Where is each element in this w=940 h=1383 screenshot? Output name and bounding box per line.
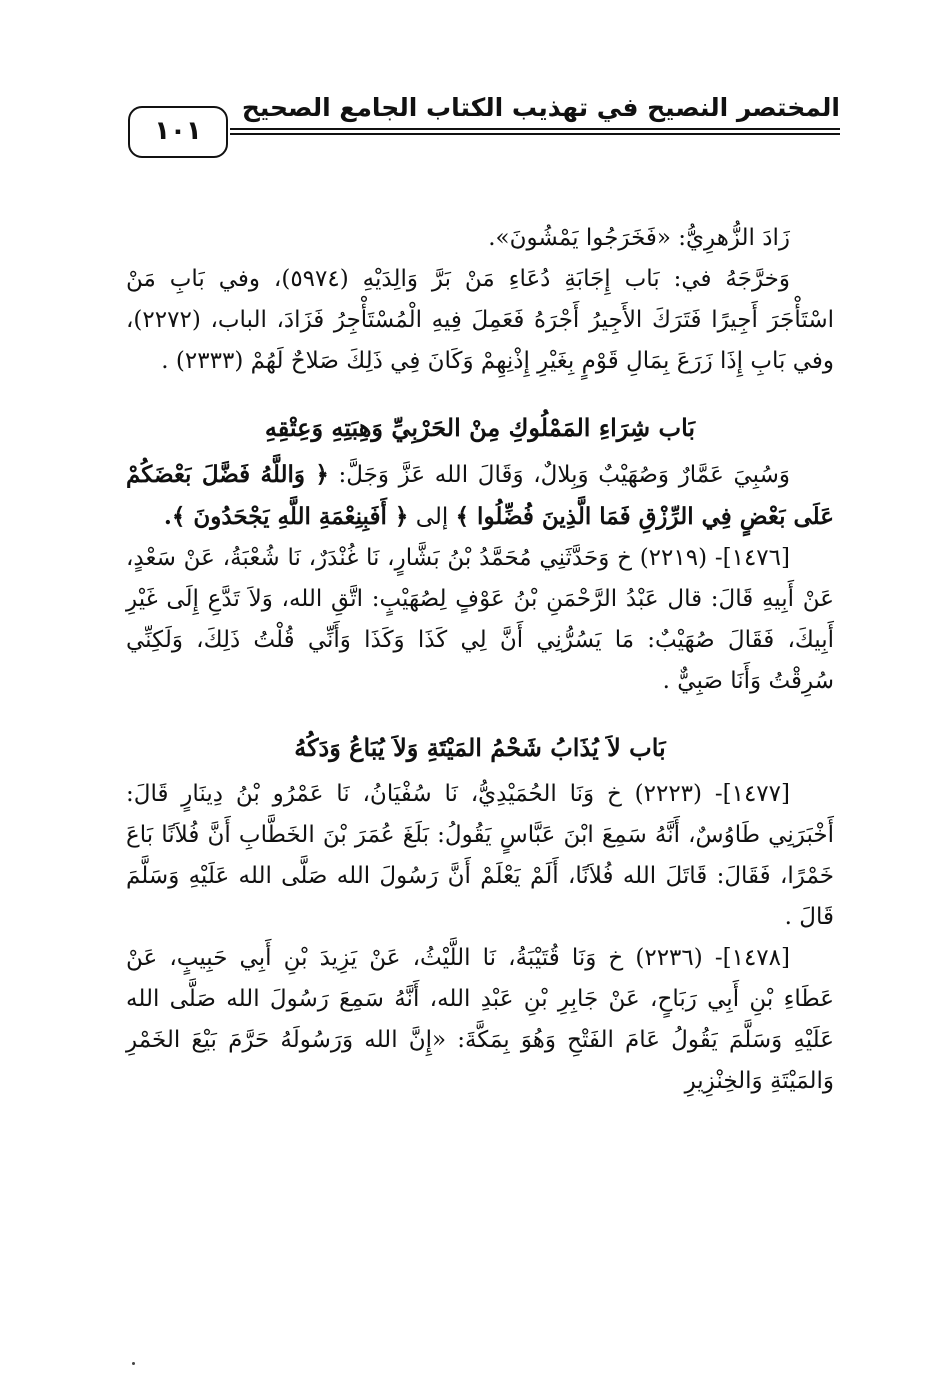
hadith-1476: [١٤٧٦]- (٢٢١٩) خ وَحَدَّثَنِي مُحَمَّدُ بْنُ بَشَّارٍ، نَا غُنْدَرٌ، نَا شُعْبَةُ، عَنْ سَعْدٍ، عَنْ أَبِيهِ قَالَ: قال عَبْدُ الرَّحْمَنِ بْنُ عَوْفٍ لِصُهَيْبٍ: اتَّقِ الله، وَلاَ تَدَّعِ إِلَى غَيْرِ أَبِيكَ، فَقَالَ صُهَيْبٌ: مَا يَسُرُّنِي أَنَّ لِي كَذَا وَكَذَا وَأَنِّي قُلْتُ ذَلِكَ، وَلَكِنِّي سُرِقْتُ وَأَنَا صَبِيٌّ . xyxy=(126,545,834,694)
page-number: ١٠١ xyxy=(128,106,228,158)
chapter-heading-maytah: بَاب لاَ يُذَابُ شَحْمُ المَيْتَةِ وَلاَ يُبَاعُ وَدَكُهُ xyxy=(294,733,666,762)
chapter-heading-mamluk: بَاب شِرَاءِ المَمْلُوكِ مِنْ الحَرْبِيِّ وَهِبَتِهِ وَعِتْقِهِ xyxy=(264,413,696,442)
header-rule-top xyxy=(230,128,840,130)
intro-connector: إلى xyxy=(415,504,449,530)
paragraph-zuhri-addition: زَادَ الزُّهرِيُّ: «فَخَرَجُوا يَمْشُونَ». xyxy=(488,225,790,251)
quran-verse-end: ﴿ أَفَبِنِعْمَةِ اللَّهِ يَجْحَدُونَ ﴾. xyxy=(163,503,409,530)
hadith-1477: [١٤٧٧]- (٢٢٢٣) خ وَنَا الحُمَيْدِيُّ، نَا سُفْيَانُ، نَا عَمْرُو بْنُ دِينَارٍ قَالَ: أَخْبَرَنِي طَاوُسٌ، أَنَّهُ سَمِعَ ابْنَ عَبَّاسٍ يَقُولُ: بَلَغَ عُمَرَ بْنَ الخَطَّابِ أَنَّ فُلاَنًا بَاعَ خَمْرًا، فَقَالَ: قَاتَلَ الله فُلاَنًا، أَلَمْ يَعْلَمْ أَنَّ رَسُولَ الله صَلَّى الله عَلَيْهِ وَسَلَّمَ قَالَ . xyxy=(126,781,834,930)
chapter-intro-mamluk xyxy=(126,454,834,538)
paragraph-takhrij: وَخرَّجَهُ في: بَاب إِجَابَةِ دُعَاءِ مَنْ بَرَّ وَالِدَيْهِ (٥٩٧٤)، وفي بَابِ مَنْ اسْتَأْجَرَ أَجِيرًا فَتَرَكَ الأَجِيرُ أَجْرَهُ فَعَمِلَ فِيهِ الْمُسْتَأْجِرُ فَزَادَ، الباب، (٢٢٧٢)، وفي بَابِ إِذَا زَرَعَ بِمَالِ قَوْمٍ بِغَيْرِ إِذْنِهِمْ وَكَانَ فِي ذَلِكَ صَلاحٌ لَهُمْ (٢٣٣٣) . xyxy=(126,266,834,374)
quran-verse: ﴿ وَاللَّهُ فَضَّلَ بَعْضَكُمْ عَلَى بَعْضٍ فِي الرِّزْقِ فَمَا الَّذِينَ فُضِّلُوا ﴾ xyxy=(126,461,834,530)
page-header xyxy=(118,88,840,178)
intro-text: وَسُبِيَ عَمَّارٌ وَصُهَيْبٌ وَبِلالٌ، وَقَالَ الله عَزَّ وَجَلَّ: xyxy=(338,462,790,488)
hadith-1478: [١٤٧٨]- (٢٢٣٦) خ وَنَا قُتَيْبَةُ، نَا اللَّيْثُ، عَنْ يَزِيدَ بْنِ أَبِي حَبِيبٍ، عَنْ عَطَاءِ بْنِ أَبِي رَبَاحٍ، عَنْ جَابِرِ بْنِ عَبْدِ الله، أَنَّهُ سَمِعَ رَسُولَ الله صَلَّى الله عَلَيْهِ وَسَلَّمَ يَقُولُ عَامَ الفَتْحِ وَهُوَ بِمَكَّةَ: «إِنَّ الله وَرَسُولَهُ حَرَّمَ بَيْعَ الخَمْرِ وَالمَيْتَةِ وَالخِنْزِيرِ xyxy=(126,945,834,1094)
header-rule-bottom xyxy=(230,133,840,135)
page-body xyxy=(126,218,834,1102)
scan-speck xyxy=(132,1362,135,1365)
running-title: المختصر النصيح في تهذيب الكتاب الجامع الصحيح xyxy=(241,93,840,122)
